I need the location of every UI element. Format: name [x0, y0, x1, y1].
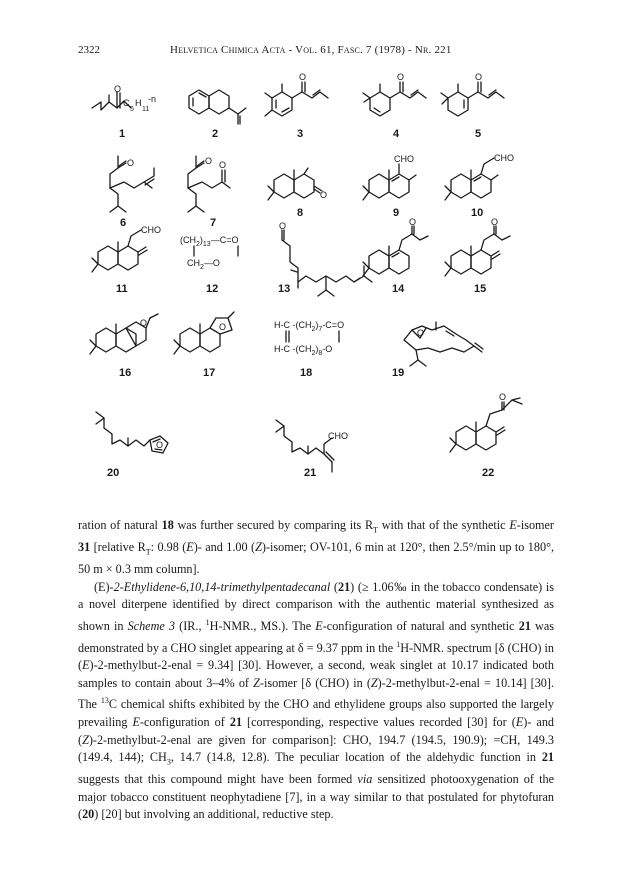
- structure-13: [282, 230, 372, 296]
- s6-oxygen: O: [127, 158, 135, 168]
- structure-10: [445, 158, 498, 200]
- s4-oxygen: O: [397, 72, 405, 82]
- s20-oxygen: O: [156, 440, 164, 450]
- s7-oxygen-2: O: [219, 160, 227, 170]
- structure-21: [276, 420, 334, 472]
- structure-3: [265, 82, 328, 116]
- label-7: 7: [210, 217, 217, 229]
- label-19: 19: [392, 367, 405, 379]
- structure-15: [445, 226, 510, 276]
- structure-8: [268, 168, 322, 200]
- running-head: Helvetica Chimica Acta - Vol. 61, Fasc. 7 (1978) - Nr. 221: [170, 44, 452, 56]
- structure-12: [194, 246, 238, 256]
- structure-11: [92, 230, 147, 272]
- label-5: 5: [475, 128, 482, 140]
- s22-oxygen: O: [499, 392, 507, 402]
- structure-9: [363, 164, 416, 200]
- s18-line2: H-C $-(CH_2)_8-O$: [274, 344, 333, 357]
- label-21: 21: [304, 467, 317, 479]
- s11-cho: CHO: [141, 225, 161, 235]
- s8-oxygen: O: [320, 190, 328, 200]
- s12-line2: $CH_2—O$: [187, 258, 220, 271]
- paragraph-2: (E)-2-Ethylidene-6,10,14-trimethylpentadecanal (21) (≥ 1.06‰ in the tobacco condensate) is a novel diterpene identified by direct comparison with the authentic material synthesized as shown in Scheme 3 (IR., $^1$H-NMR., MS.). The E-configuration of natural and synthetic 21 was demonstrated by a CHO singlet appearing at δ = 9.37 ppm in the $^1$H-NMR. spectrum [δ (CHO) in (E)-2-methylbut-2-enal = 9.34] [30]. However, a second, weak singlet at 10.17 indicated both samples to contain about 3–4% of Z-isomer [δ (CHO) in (Z)-2-methylbut-2-enal = 10.14] [30]. The $^{13}$C chemical shifts exhibited by the CHO and ethylidene groups also supported the largely prevailing E-configuration of 21 [corresponding, respective values recorded [30] for (E)- and (Z)-2-methylbut-2-enal are given for comparison]: CHO, 194.7 (194.5, 190.9); =CH, 149.3 (149.4, 144); $CH_3$, 14.7 (14.8, 12.8). The peculiar location of the aldehydic function in 21 suggests that this compound might have been formed via sensitized photooxygenation of the major tobacco constituent neophytadiene [7], in a way similar to that postulated for phytofuran (20) [20] but involving an additional, reductive step.: [78, 579, 555, 822]
- structure-14: [363, 226, 428, 276]
- structure-17: [174, 312, 234, 354]
- label-18: 18: [300, 367, 313, 379]
- label-9: 9: [393, 207, 400, 219]
- s10-cho: CHO: [494, 153, 514, 163]
- s9-cho: CHO: [394, 154, 414, 164]
- structure-22: [450, 398, 522, 452]
- s15-oxygen: O: [491, 217, 499, 227]
- s17-oxygen: O: [219, 322, 227, 332]
- label-15: 15: [474, 283, 487, 295]
- s1-chain-c: C: [123, 98, 130, 108]
- label-1: 1: [119, 128, 126, 140]
- structure-2: [189, 90, 246, 124]
- s3-oxygen: O: [299, 72, 307, 82]
- label-2: 2: [212, 128, 219, 140]
- s1-chain-sub11: 11: [142, 106, 150, 113]
- page-number: 2322: [78, 44, 100, 56]
- structure-4: [363, 82, 426, 116]
- body-text: [78, 517, 554, 824]
- s1-chain-n: -n: [148, 94, 157, 104]
- label-20: 20: [107, 467, 120, 479]
- label-12: 12: [206, 283, 219, 295]
- s21-cho: CHO: [328, 431, 348, 441]
- structure-16: [90, 314, 158, 354]
- s1-oxygen: O: [114, 84, 122, 94]
- label-6: 6: [120, 217, 127, 229]
- label-17: 17: [203, 367, 216, 379]
- paragraph-1: ration of natural 18 was further secured by comparing its $R_T$ with that of the synthetic E-isomer 31 [relative $R_T$: 0.98 (E)- and 1.00 (Z)-isomer; OV-101, 6 min at 120°, then 2.5°/min up to 180°, 50 m × 0.3 mm column].: [78, 518, 555, 577]
- s7-oxygen-1: O: [205, 156, 213, 166]
- s16-oxygen: O: [140, 318, 148, 328]
- s13-oxygen: O: [279, 221, 287, 231]
- structure-19: [404, 322, 483, 366]
- s18-line1: H-C $-(CH_2)_7-C=O$: [274, 320, 345, 333]
- label-8: 8: [297, 207, 304, 219]
- s14-oxygen: O: [409, 217, 417, 227]
- label-14: 14: [392, 283, 405, 295]
- s5-oxygen: O: [475, 72, 483, 82]
- label-13: 13: [278, 283, 291, 295]
- label-10: 10: [471, 207, 484, 219]
- s1-chain-sub: 5: [130, 106, 134, 113]
- s19-oxygen: O: [417, 328, 425, 338]
- label-16: 16: [119, 367, 132, 379]
- s12-line1: $(CH_2)_{13}—C=O$: [180, 235, 239, 248]
- label-3: 3: [297, 128, 304, 140]
- s1-chain-h: H: [135, 98, 142, 108]
- label-22: 22: [482, 467, 495, 479]
- label-11: 11: [116, 283, 128, 295]
- structure-5: [441, 82, 504, 116]
- label-4: 4: [393, 128, 400, 140]
